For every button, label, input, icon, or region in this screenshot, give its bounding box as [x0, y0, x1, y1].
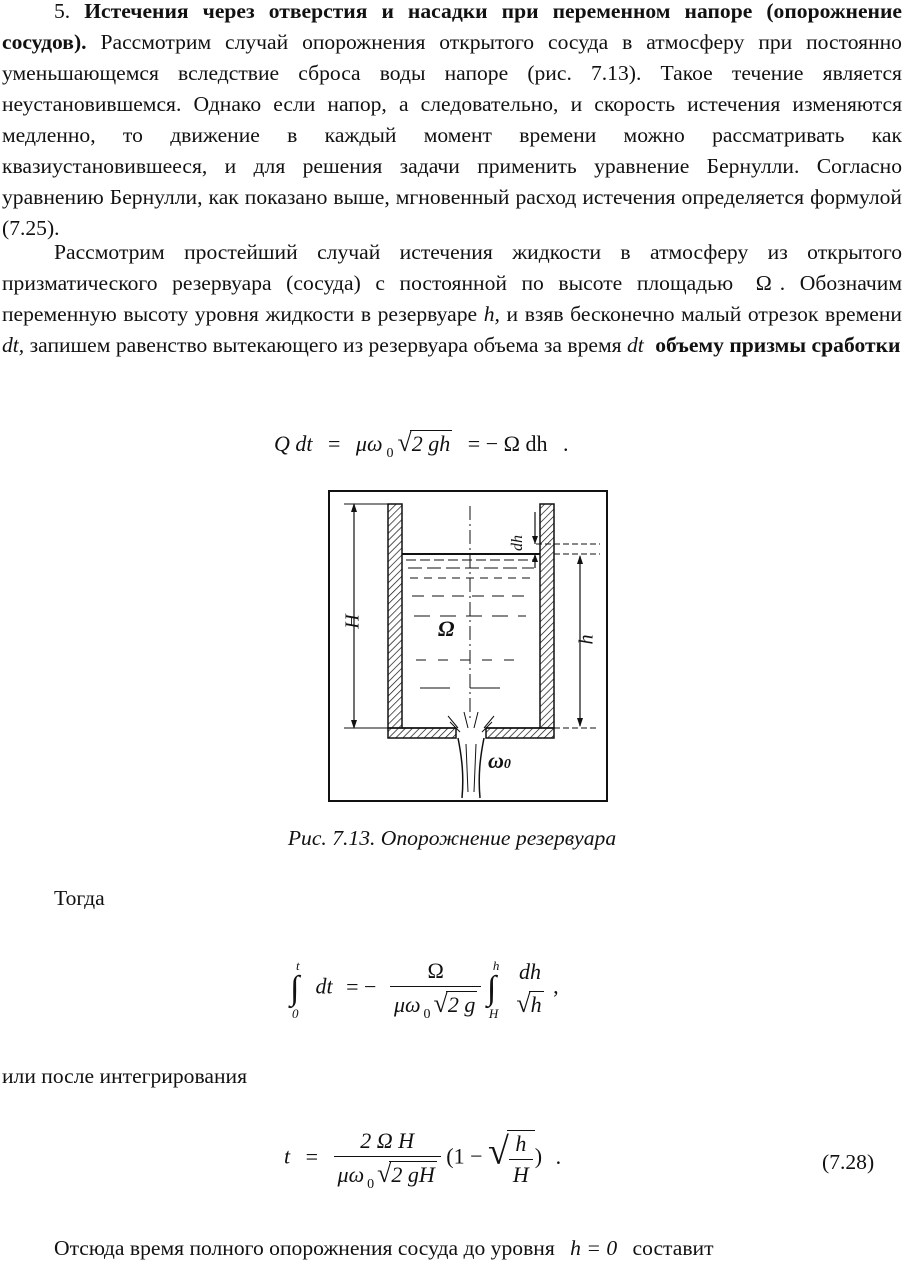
eq1-radicand: 2 gh — [411, 431, 451, 456]
integral-sign-2: ∫ h H — [486, 957, 500, 1021]
eq3-t: t — [284, 1143, 291, 1169]
eq3-period: . — [555, 1143, 562, 1169]
eq1-rhs: = − Ω dh — [467, 431, 548, 456]
eq2-den-root: 2 g — [447, 992, 476, 1017]
int2-upper: h — [492, 957, 500, 973]
after-integration-text: или после интегрирования — [2, 1064, 247, 1088]
eq1-equals: = — [328, 431, 341, 456]
section-title: Истечения через отверстия и насадки при переменном напоре (опорожнение сосудов). — [2, 0, 902, 54]
sqrt-sign-2: √ — [433, 989, 448, 1018]
label-omega0 — [488, 748, 511, 774]
int2-lower: H — [488, 1005, 499, 1021]
eq3-fraction — [334, 1128, 441, 1192]
tank-left-wall — [388, 504, 402, 728]
eq2-dt: dt — [315, 973, 333, 999]
sqrt-sign-4: √ — [377, 1159, 392, 1188]
paragraph-2-text-c: и взяв бесконечно малый отрезок времени — [506, 302, 902, 326]
section-number: 5. — [54, 0, 71, 23]
eq3-num: 2 Ω H — [360, 1128, 415, 1153]
tank-bottom-left — [388, 728, 456, 738]
eq3-den-mu: μω — [337, 1162, 365, 1187]
tank-right-wall — [540, 504, 554, 728]
figure-caption: Рис. 7.13. Опорожнение резервуара — [287, 826, 617, 850]
eq2-den-mu: μω — [393, 992, 421, 1017]
eq2-num: Ω — [427, 958, 444, 983]
eq3-den-root: 2 gH — [391, 1162, 435, 1187]
paragraph-1 — [2, 0, 902, 244]
int1-lower: 0 — [292, 1005, 299, 1021]
paragraph-1-text: Рассмотрим случай опорожнения открытого сосуда в атмосферу при постоянно уменьшающемся вследствие сброса воды напоре (рис. 7.13). Такое течение является неустановившемся. Однако если напор, а следовательно, и скорость истечения изменяются медленно, то движение в каждый момент времени можно рассматривать как квазиустановившееся, и для решения задачи применить уравнение Бернулли. Согласно уравнению Бернулли, как показано выше, мгновенный расход истечения определяется формулой (7.25). — [2, 30, 902, 240]
tank-bottom-right — [486, 728, 554, 738]
eq2-den2-root: h — [530, 991, 542, 1017]
last-line-condition: h = 0 — [570, 1236, 618, 1260]
integral-sign-1: ∫ t 0 — [290, 957, 300, 1021]
label-h: h — [575, 634, 598, 645]
var-h: h, — [483, 302, 500, 326]
paragraph-2 — [2, 237, 902, 361]
figure-tank-drain — [328, 490, 608, 802]
last-line-text: Отсюда время полного опорожнения сосуда до уровня — [54, 1236, 555, 1260]
eq1-subscript: 0 — [386, 446, 394, 461]
eq2-comma: , — [553, 973, 559, 999]
eq3-inner-fraction — [507, 1130, 535, 1188]
eq2-num2: dh — [518, 958, 541, 984]
eq3-inner-den: H — [509, 1159, 533, 1188]
equation-7-28 — [284, 1128, 562, 1192]
eq1-mu-omega: μω — [355, 431, 383, 456]
eq1-period: . — [562, 431, 569, 456]
eq2-den-sub: 0 — [423, 1007, 431, 1022]
eq3-paren-open: (1 − — [446, 1143, 483, 1169]
tank-diagram — [330, 492, 606, 800]
sqrt-sign: √ — [397, 428, 412, 457]
omega-symbol: Ω — [755, 271, 772, 295]
eq2-fraction-2 — [512, 959, 547, 1019]
label-omega-area: Ω — [438, 616, 455, 641]
eq3-den-sub: 0 — [367, 1177, 375, 1192]
jet-left — [458, 738, 463, 798]
jet-right — [479, 738, 484, 798]
var-dt: dt, — [2, 333, 25, 357]
eq2-fraction-1 — [390, 958, 481, 1022]
last-line-tail: составит — [632, 1236, 714, 1260]
sqrt-sign-5: √ — [488, 1130, 509, 1173]
equation-volume-balance — [274, 428, 569, 461]
paragraph-2-text-b: . Обозначим переменную высоту уровня жидкости в резервуаре — [2, 271, 903, 326]
int1-upper: t — [296, 957, 300, 973]
label-omega0-subscript: 0 — [503, 757, 511, 772]
then-word: Тогда — [54, 886, 105, 910]
sqrt-sign-3: √ — [516, 988, 531, 1018]
label-H: H — [341, 614, 364, 629]
eq3-inner-num: h — [515, 1130, 527, 1156]
equation-number: (7.28) — [822, 1150, 875, 1174]
last-line — [54, 1236, 714, 1261]
var-dt-2: dt — [626, 333, 644, 357]
paragraph-2-text-a: Рассмотрим простейший случай истечения жидкости в атмосферу из открытого призматического резервуара (сосуда) с постоянной по высоте площадью — [2, 240, 902, 295]
eq1-lhs: Q dt — [274, 431, 313, 456]
paragraph-2-text-d: запишем равенство вытекающего из резервуара объема за время — [29, 333, 622, 357]
bold-phrase: объему призмы сработки — [655, 333, 901, 357]
eq3-equals: = — [305, 1143, 319, 1169]
label-omega0-symbol: ω — [488, 748, 504, 773]
equation-integral — [290, 957, 559, 1022]
label-dh: dh — [509, 535, 526, 551]
eq3-paren-close: ) — [534, 1143, 543, 1169]
eq2-equals: = − — [346, 973, 377, 999]
